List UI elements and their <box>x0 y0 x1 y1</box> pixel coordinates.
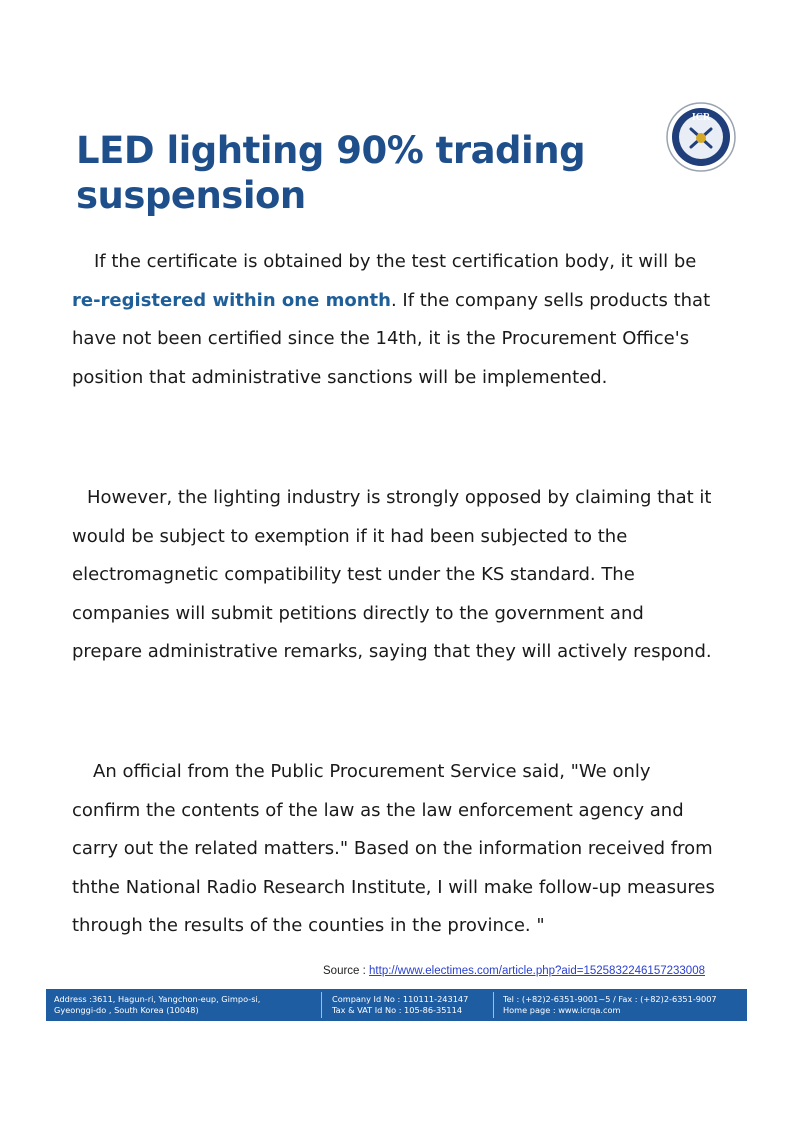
footer-divider <box>493 992 494 1018</box>
logo-letters: ICR <box>691 112 711 123</box>
source-citation <box>323 965 705 977</box>
homepage: Home page : www.icrqa.com <box>503 1005 621 1015</box>
paragraph-2-text: However, the lighting industry is strongly opposed by claiming that it would be subject to exemption if it had been subjected to the electromagnetic compatibility test under the KS standard. The companies will submit petitions directly to the government and prepare administrative remarks, saying that they will actively respond. <box>72 487 712 663</box>
source-link[interactable]: http://www.electimes.com/article.php?aid=1525832246157233008 <box>369 965 705 977</box>
tax-id: Tax & VAT Id No : 105-86-35114 <box>332 1005 463 1015</box>
footer-divider <box>321 992 322 1018</box>
footer-address <box>54 994 260 1016</box>
footer-ids <box>332 994 468 1016</box>
paragraph-1-text-before: If the certificate is obtained by the test certification body, it will be <box>94 251 697 272</box>
footer-bar <box>46 989 747 1021</box>
address-line-1: Address :3611, Hagun-ri, Yangchon-eup, Gimpo-si, <box>54 994 261 1004</box>
tel-fax: Tel : (+82)2-6351-9001~5 / Fax : (+82)2-6351-9007 <box>503 994 717 1004</box>
paragraph-3 <box>72 753 717 946</box>
paragraph-1 <box>72 243 717 397</box>
address-line-2: Gyeonggi-do , South Korea (10048) <box>54 1005 199 1015</box>
source-label: Source : <box>323 965 370 977</box>
icr-logo <box>666 102 736 172</box>
paragraph-2 <box>72 479 717 672</box>
paragraph-3-text: An official from the Public Procurement Service said, "We only confirm the contents of the law as the law enforcement agency and carry out the related matters." Based on the information received from ththe National Radio Research Institute, I will make follow-up measures through the results of the counties in the province. " <box>72 761 715 937</box>
highlighted-phrase: re-registered within one month <box>72 289 391 311</box>
paragraph-1-text-after: . If the company sells products that have not been certified since the 14th, it is the Procurement Office's position that administrative sanctions will be implemented. <box>72 289 711 388</box>
company-id: Company Id No : 110111-243147 <box>332 994 469 1004</box>
page-title: LED lighting 90% trading suspension <box>76 129 586 217</box>
footer-contact <box>503 994 717 1016</box>
